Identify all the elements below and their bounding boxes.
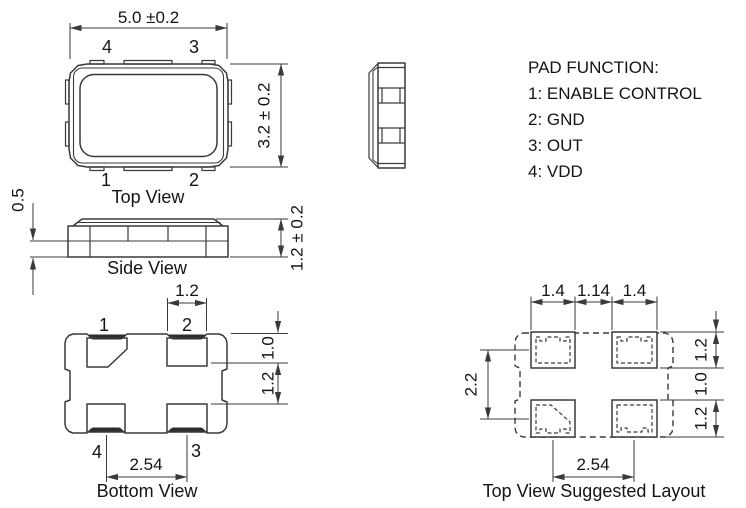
edge-pad	[228, 122, 232, 146]
dim-layout-pitch	[553, 440, 634, 482]
dim-text-pad-height-bottom: 1.2	[691, 406, 711, 431]
dim-text-pad-thickness: 0.5	[8, 188, 28, 212]
dim-side-pad-thickness	[9, 188, 34, 295]
dim-text-pitch: 2.54	[129, 455, 163, 474]
dim-text-pad-height-top: 1.2	[691, 338, 711, 362]
edge-pad	[124, 167, 172, 171]
dim-text-row-pitch: 2.2	[461, 372, 481, 397]
top-view-title: Top View	[111, 187, 185, 207]
top-view-inner-outline	[74, 68, 224, 163]
bottom-view	[65, 281, 288, 501]
pin-label-4: 4	[101, 37, 113, 57]
dim-text-pitch: 2.54	[576, 455, 610, 474]
pad-function-title: PAD FUNCTION:	[528, 58, 659, 77]
dim-text-pad-width-right: 1.4	[622, 281, 647, 300]
dim-text-width: 5.0 ±0.2	[117, 8, 180, 27]
pin-label-2: 2	[181, 315, 193, 335]
dim-bottom-pitch	[107, 435, 188, 482]
pad-function-item-1: 1: ENABLE CONTROL	[528, 84, 702, 103]
pin-label-3: 3	[190, 441, 202, 461]
pin-label-1: 1	[98, 315, 110, 335]
pin-label-1: 1	[100, 170, 112, 190]
pad-function-item-3: 3: OUT	[528, 136, 583, 155]
bottom-view-title: Bottom View	[96, 481, 198, 501]
edge-pad	[228, 80, 232, 104]
edge-pad	[202, 167, 215, 171]
edge-pad	[124, 61, 172, 65]
bottom-pad-1	[87, 338, 127, 367]
pin-label-4: 4	[91, 442, 103, 462]
top-view-lid	[80, 75, 217, 157]
bottom-view-body-outline	[65, 334, 227, 433]
dim-text-height: 3.2 ± 0.2	[254, 82, 274, 149]
dim-text-pad-gap: 1.2	[258, 371, 278, 396]
pin-label-2: 2	[188, 170, 200, 190]
pad-function-item-2: 2: GND	[528, 110, 585, 129]
layout-view-title: Top View Suggested Layout	[482, 481, 706, 501]
dim-text-pad-height: 1.0	[258, 336, 278, 360]
dim-top-view-height	[230, 64, 288, 167]
pin-label-3: 3	[188, 37, 200, 57]
end-pad-band	[378, 128, 405, 143]
dim-top-view-width	[70, 8, 227, 59]
dim-layout-right	[660, 311, 724, 437]
dim-text-pad-width: 1.2	[175, 281, 199, 300]
edge-pad	[66, 122, 70, 146]
dim-text-side-height: 1.2 ± 0.2	[287, 204, 307, 272]
dim-text-gap-top: 1.14	[576, 281, 611, 300]
edge-pad	[66, 80, 70, 104]
pad-function-legend	[528, 58, 702, 181]
bottom-pad-2	[167, 338, 207, 366]
top-view-edge-pads	[66, 61, 232, 171]
end-view	[369, 63, 405, 168]
side-view-title: Side View	[107, 258, 187, 278]
end-body-outline	[378, 63, 405, 168]
edge-pad	[90, 61, 104, 65]
edge-pad	[202, 61, 215, 65]
top-view	[66, 8, 289, 207]
layout-view	[462, 281, 725, 501]
dim-layout-row-pitch	[462, 350, 530, 419]
end-pad-band	[378, 88, 405, 103]
top-view-body-outline	[69, 64, 228, 167]
pad-function-item-4: 4: VDD	[528, 162, 583, 181]
dim-text-row-gap: 1.0	[691, 372, 711, 396]
dim-text-pad-width-left: 1.4	[541, 281, 565, 300]
dim-side-height	[216, 205, 307, 271]
dim-layout-top	[531, 281, 657, 330]
